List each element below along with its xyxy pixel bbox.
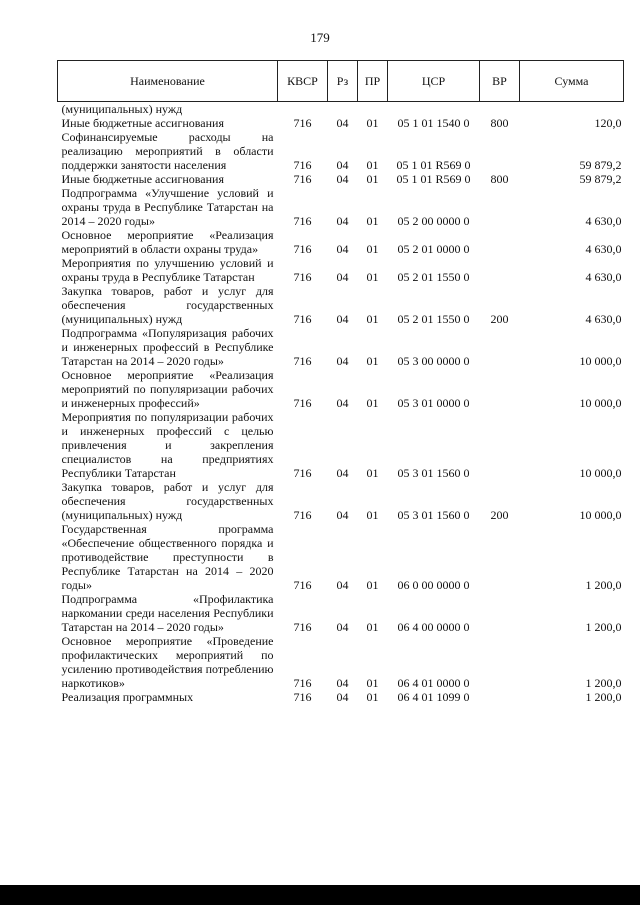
cell-kvsr: 716: [293, 158, 312, 172]
cell-sum: 1 200,0: [585, 620, 622, 634]
cell-kvsr: 716: [293, 354, 312, 368]
cell-name: Мероприятия по популяризации рабочих и инженерных профессий с целью привлечения и закрепления специалистов на предприятиях Республики Татарстан: [61, 410, 274, 480]
cell-sum: 120,0: [594, 116, 622, 130]
cell-csr: 05 3 00 0000 0: [397, 354, 470, 368]
cell-rz: 04: [336, 270, 349, 284]
table-header-row: [58, 61, 624, 102]
cell-csr: 05 3 01 1560 0: [397, 466, 470, 480]
cell-name: Основное мероприятие «Проведение профилактических мероприятий по усилению противодействия потреблению наркотиков»: [61, 634, 274, 690]
cell-csr: 05 1 01 R569 0: [396, 158, 471, 172]
cell-name: Реализация программных: [61, 690, 194, 704]
cell-vr: [480, 102, 520, 117]
cell-kvsr: 716: [293, 270, 312, 284]
cell-sum: 10 000,0: [579, 508, 622, 522]
cell-rz: 04: [336, 508, 349, 522]
cell-rz: 04: [336, 396, 349, 410]
cell-sum: 1 200,0: [585, 676, 622, 690]
table-row: [58, 228, 624, 256]
cell-rz: 04: [336, 214, 349, 228]
cell-name: Иные бюджетные ассигнования: [61, 116, 224, 130]
table-row: [58, 634, 624, 690]
cell-rz: 04: [336, 158, 349, 172]
cell-rz: 04: [336, 312, 349, 326]
table-row: [58, 116, 624, 130]
cell-csr: 05 1 01 R569 0: [396, 172, 471, 186]
table-row: [58, 690, 624, 704]
cell-pr: 01: [366, 172, 379, 186]
cell-pr: 01: [366, 312, 379, 326]
header-rz: Рз: [328, 61, 358, 102]
header-sum: Сумма: [520, 61, 624, 102]
cell-sum: 10 000,0: [579, 396, 622, 410]
cell-rz: 04: [336, 578, 349, 592]
cell-csr: 06 0 00 0000 0: [397, 578, 470, 592]
cell-vr: [480, 634, 520, 690]
cell-csr: 06 4 01 0000 0: [397, 676, 470, 690]
cell-kvsr: 716: [293, 620, 312, 634]
cell-kvsr: 716: [293, 466, 312, 480]
cell-vr: [480, 592, 520, 634]
cell-pr: 01: [366, 466, 379, 480]
cell-vr: 200: [490, 508, 509, 522]
cell-sum: 59 879,2: [579, 172, 622, 186]
table-row: [58, 592, 624, 634]
cell-name: Мероприятия по улучшению условий и охраны труда в Республике Татарстан: [61, 256, 274, 284]
cell-name: Закупка товаров, работ и услуг для обеспечения государственных (муниципальных) нужд: [61, 480, 274, 522]
cell-vr: [480, 410, 520, 480]
cell-pr: 01: [366, 620, 379, 634]
cell-vr: 800: [490, 172, 509, 186]
table-body: [58, 102, 624, 705]
cell-sum: 4 630,0: [585, 270, 622, 284]
cell-pr: 01: [366, 578, 379, 592]
cell-sum: 1 200,0: [585, 578, 622, 592]
cell-kvsr: [278, 102, 328, 117]
cell-pr: 01: [366, 690, 379, 704]
cell-kvsr: 716: [293, 214, 312, 228]
table-row: [58, 410, 624, 480]
header-csr: ЦСР: [388, 61, 480, 102]
cell-name: Подпрограмма «Профилактика наркомании среди населения Республики Татарстан на 2014 – 2020 годы»: [61, 592, 274, 634]
cell-kvsr: 716: [293, 578, 312, 592]
cell-name: Основное мероприятие «Реализация мероприятий по популяризации рабочих и инженерных профессий»: [61, 368, 274, 410]
table-row: [58, 480, 624, 522]
cell-csr: 06 4 01 1099 0: [397, 690, 470, 704]
cell-pr: 01: [366, 242, 379, 256]
table-row: [58, 172, 624, 186]
cell-kvsr: 716: [293, 690, 312, 704]
cell-vr: [480, 326, 520, 368]
header-vr: ВР: [480, 61, 520, 102]
header-kvsr: КВСР: [278, 61, 328, 102]
table-row: [58, 522, 624, 592]
page-number: 179: [310, 30, 330, 45]
table-row: [58, 256, 624, 284]
cell-kvsr: 716: [293, 116, 312, 130]
cell-csr: 05 3 01 1560 0: [397, 508, 470, 522]
cell-name: Закупка товаров, работ и услуг для обеспечения государственных (муниципальных) нужд: [61, 284, 274, 326]
cell-vr: [480, 368, 520, 410]
cell-pr: 01: [366, 116, 379, 130]
header-pr: ПР: [358, 61, 388, 102]
cell-rz: 04: [336, 620, 349, 634]
cell-name: Подпрограмма «Улучшение условий и охраны труда в Республике Татарстан на 2014 – 2020 годы»: [61, 186, 274, 228]
cell-pr: 01: [366, 270, 379, 284]
cell-rz: 04: [336, 466, 349, 480]
cell-rz: 04: [336, 116, 349, 130]
cell-vr: [480, 186, 520, 228]
cell-kvsr: 716: [293, 242, 312, 256]
cell-csr: 05 2 00 0000 0: [397, 214, 470, 228]
cell-csr: 05 2 01 0000 0: [397, 242, 470, 256]
cell-csr: 05 3 01 0000 0: [397, 396, 470, 410]
cell-sum: [520, 102, 624, 117]
cell-rz: 04: [336, 676, 349, 690]
cell-csr: 05 1 01 1540 0: [397, 116, 470, 130]
cell-vr: [480, 690, 520, 704]
cell-kvsr: 716: [293, 396, 312, 410]
cell-rz: 04: [336, 354, 349, 368]
cell-kvsr: 716: [293, 172, 312, 186]
cell-csr: [388, 102, 480, 117]
cell-csr: 06 4 00 0000 0: [397, 620, 470, 634]
cell-vr: [480, 130, 520, 172]
cell-pr: 01: [366, 158, 379, 172]
cell-sum: 4 630,0: [585, 214, 622, 228]
cell-kvsr: 716: [293, 312, 312, 326]
cell-pr: 01: [366, 354, 379, 368]
cell-name: Софинансируемые расходы на реализацию мероприятий в области поддержки занятости населения: [61, 130, 274, 172]
cell-vr: [480, 256, 520, 284]
cell-pr: 01: [366, 676, 379, 690]
cell-vr: 200: [490, 312, 509, 326]
table-row: [58, 186, 624, 228]
table-row: [58, 130, 624, 172]
table-row: [58, 368, 624, 410]
budget-table: [57, 60, 624, 704]
header-name: Наименование: [58, 61, 278, 102]
table-row: [58, 326, 624, 368]
cell-sum: 4 630,0: [585, 242, 622, 256]
cell-kvsr: 716: [293, 508, 312, 522]
cell-csr: 05 2 01 1550 0: [397, 312, 470, 326]
cell-sum: 1 200,0: [585, 690, 622, 704]
cell-pr: 01: [366, 396, 379, 410]
table-row: [58, 284, 624, 326]
cell-name: Иные бюджетные ассигнования: [61, 172, 224, 186]
cell-csr: 05 2 01 1550 0: [397, 270, 470, 284]
cell-pr: [358, 102, 388, 117]
cell-pr: 01: [366, 214, 379, 228]
cell-name: Государственная программа «Обеспечение общественного порядка и противодействие преступности в Республике Татарстан на 2014 – 2020 годы»: [61, 522, 274, 592]
table-row: [58, 102, 624, 117]
cell-rz: [328, 102, 358, 117]
bottom-scan-border: [0, 885, 640, 905]
cell-sum: 10 000,0: [579, 354, 622, 368]
cell-pr: 01: [366, 508, 379, 522]
cell-vr: 800: [490, 116, 509, 130]
cell-rz: 04: [336, 242, 349, 256]
cell-vr: [480, 228, 520, 256]
cell-kvsr: 716: [293, 676, 312, 690]
cell-rz: 04: [336, 690, 349, 704]
cell-vr: [480, 522, 520, 592]
cell-name: (муниципальных) нужд: [61, 102, 183, 116]
cell-name: Основное мероприятие «Реализация мероприятий в области охраны труда»: [61, 228, 274, 256]
cell-rz: 04: [336, 172, 349, 186]
cell-sum: 59 879,2: [579, 158, 622, 172]
cell-sum: 4 630,0: [585, 312, 622, 326]
cell-name: Подпрограмма «Популяризация рабочих и инженерных профессий в Республике Татарстан на 2014 – 2020 годы»: [61, 326, 274, 368]
cell-sum: 10 000,0: [579, 466, 622, 480]
